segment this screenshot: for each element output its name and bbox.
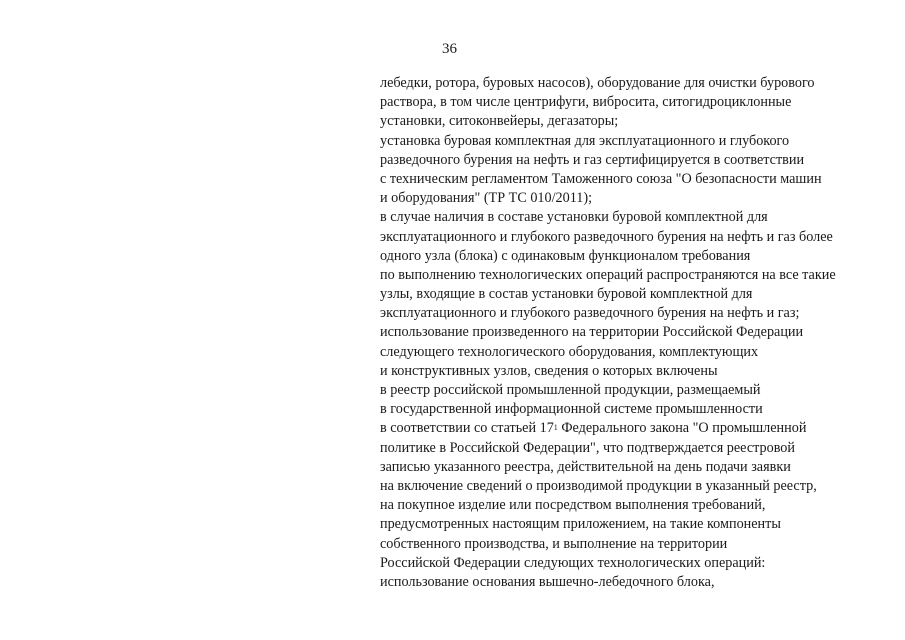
text-line: и оборудования" (ТР ТС 010/2011); (380, 190, 593, 207)
text-line: в случае наличия в составе установки буровой комплектной для (380, 209, 768, 226)
text-line: эксплуатационного и глубокого разведочного бурения на нефть и газ; (380, 305, 800, 322)
text-line: записью указанного реестра, действительной на день подачи заявки (380, 458, 791, 475)
footnote-superscript: 1 (553, 423, 558, 433)
text-line: с техническим регламентом Таможенного союза "О безопасности машин (380, 170, 822, 187)
text-line: использование произведенного на территории Российской Федерации (380, 324, 804, 341)
text-line: в реестр российской промышленной продукции, размещаемый (380, 382, 761, 398)
document-body (380, 74, 880, 592)
text-line: эксплуатационного и глубокого разведочного бурения на нефть и газ более (380, 228, 833, 245)
text-line-part: Федерального закона "О промышленной (557, 420, 807, 437)
text-line: Российской Федерации следующих технологических операций: (380, 554, 766, 571)
text-line: по выполнению технологических операций распространяются на все такие (380, 266, 836, 283)
page-number: 36 (442, 41, 457, 57)
text-line: раствора, в том числе центрифуги, вибросита, ситогидроциклонные (380, 94, 792, 111)
text-line: узлы, входящие в состав установки буровой комплектной для (380, 286, 753, 303)
text-line: на включение сведений о производимой продукции в указанный реестр, (380, 477, 817, 494)
text-line: на покупное изделие или посредством выполнения требований, (380, 497, 766, 514)
text-line: разведочного бурения на нефть и газ сертифицируется в соответствии (380, 151, 805, 168)
text-line: лебедки, ротора, буровых насосов), оборудование для очистки бурового (380, 75, 815, 91)
text-line: и конструктивных узлов, сведения о которых включены (380, 362, 718, 379)
text-line: использование основания вышечно-лебедочного блока, (380, 573, 715, 590)
text-line: установка буровая комплектная для эксплуатационного и глубокого (380, 132, 790, 149)
text-line: установки, ситоконвейеры, дегазаторы; (380, 113, 619, 130)
text-line: предусмотренных настоящим приложением, на такие компоненты (380, 516, 781, 533)
text-line: в государственной информационной системе промышленности (380, 401, 763, 418)
text-line-with-footnote (380, 419, 880, 438)
text-line: одного узла (блока) с одинаковым функционалом требования (380, 247, 751, 264)
text-line: политике в Российской Федерации", что подтверждается реестровой (380, 439, 795, 456)
text-line-part: в соответствии со статьей 17 (380, 420, 554, 437)
text-line: собственного производства, и выполнение на территории (380, 535, 728, 552)
text-line: следующего технологического оборудования, комплектующих (380, 343, 759, 360)
